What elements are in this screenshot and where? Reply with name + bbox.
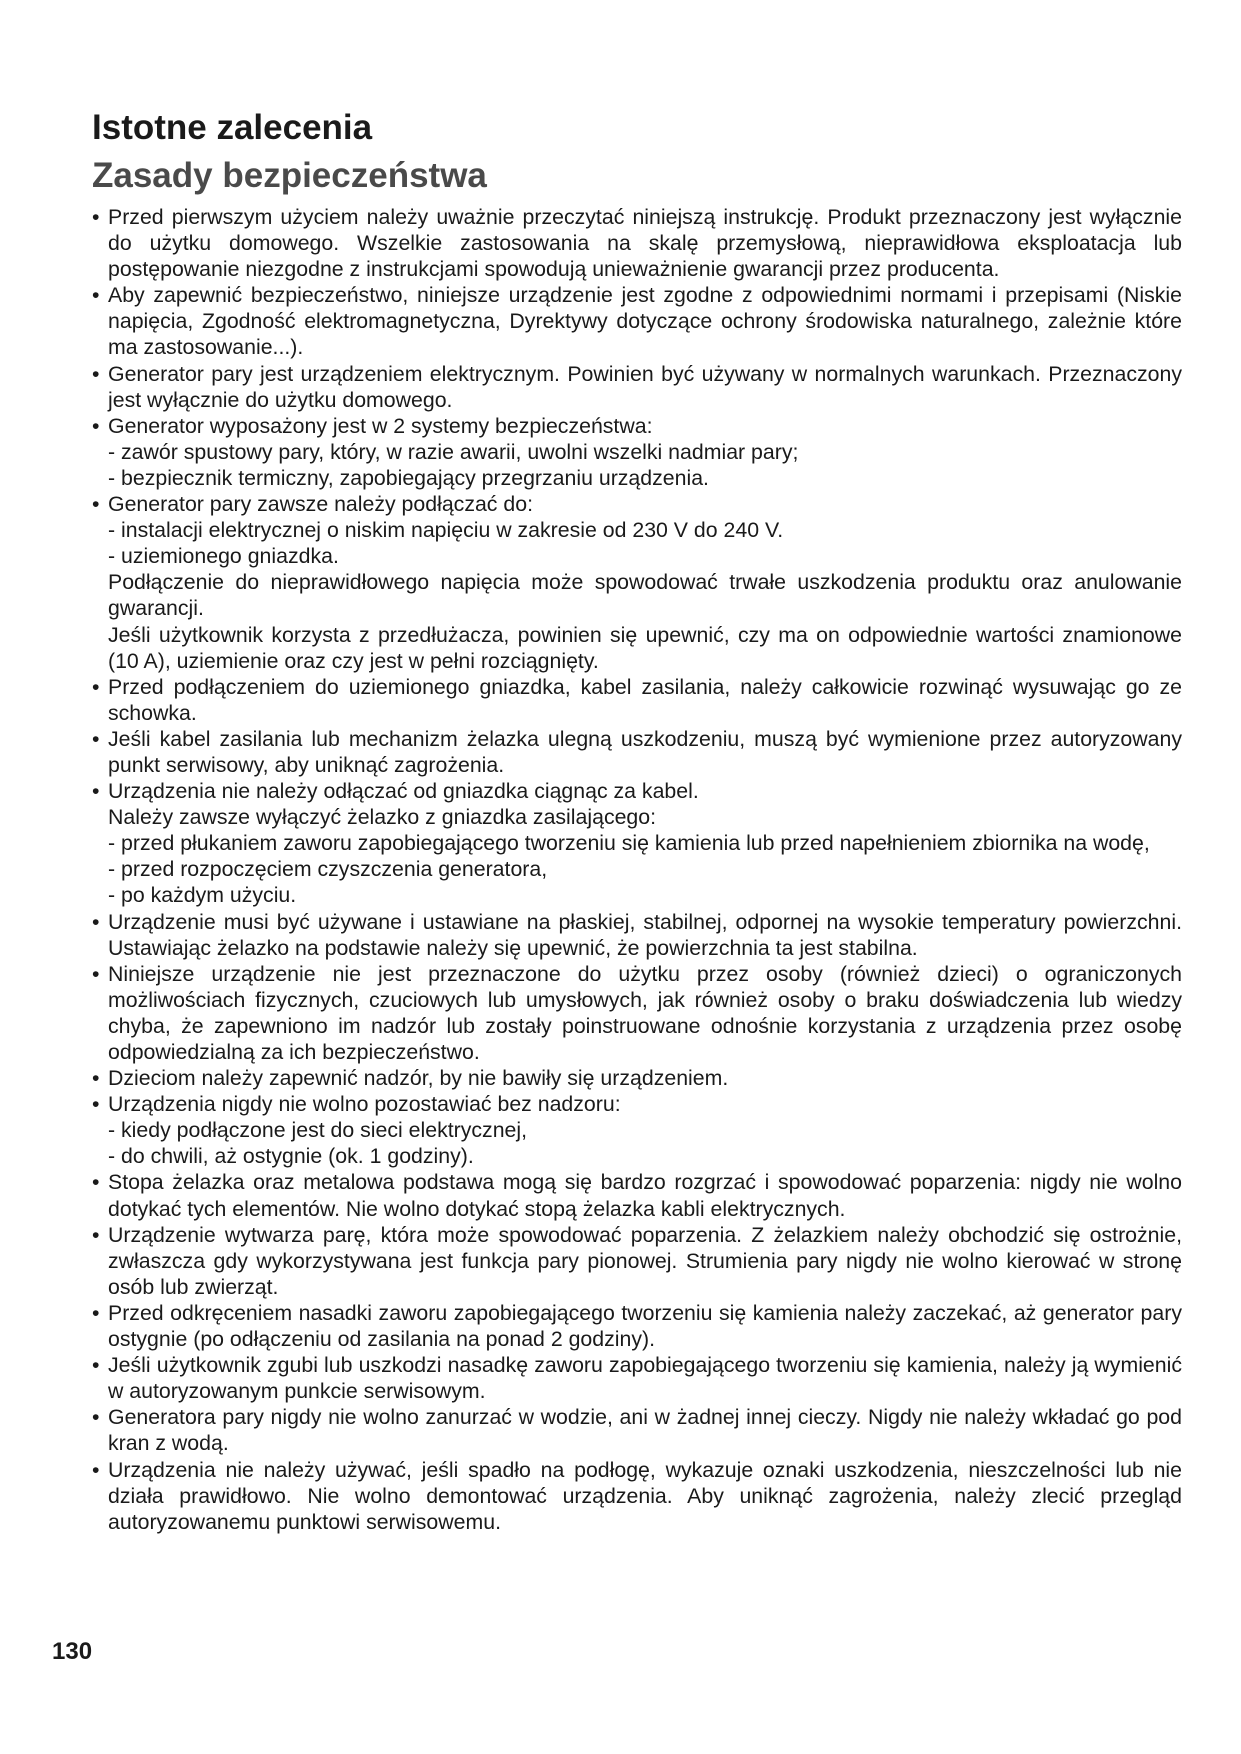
safety-list-item — [92, 674, 1182, 726]
safety-list-item — [92, 1065, 1182, 1091]
safety-list-item-text: • Stopa żelazka oraz metalowa podstawa mogą się bardzo rozgrzać i spowodować poparzenia: nigdy nie wolno dotykać tych elementów. Nie wolno dotykać stopą żelazka kabli elektrycznych. — [108, 1170, 1182, 1221]
safety-list-item-text: • Przed pierwszym użyciem należy uważnie przeczytać niniejszą instrukcję. Produkt przeznaczony jest wyłącznie do użytku domowego. Wszelkie zastosowania na skalę przemysłową, nieprawidłowa eksploatacja lub postępowanie niezgodne z instrukcjami spowodują unieważnienie gwarancji przez producenta. — [108, 205, 1182, 282]
safety-list-item — [92, 909, 1182, 961]
safety-list-item — [92, 726, 1182, 778]
safety-list-item-text: • Jeśli kabel zasilania lub mechanizm żelazka ulegną uszkodzeniu, muszą być wymienione przez autoryzowany punkt serwisowy, aby uniknąć zagrożenia. — [108, 726, 1182, 777]
safety-list-item-text: • Urządzenia nie należy odłączać od gniazdka ciągnąc za kabel. — [108, 779, 699, 804]
safety-list-item-text: - uziemionego gniazdka. — [108, 544, 339, 569]
safety-list-item-text: • Przed podłączeniem do uziemionego gniazdka, kabel zasilania, należy całkowicie rozwinąć wysuwając go ze schowka. — [108, 674, 1182, 725]
safety-list-item — [92, 1169, 1182, 1221]
safety-list-item — [92, 1352, 1182, 1404]
safety-list-item-text: - po każdym użyciu. — [108, 883, 297, 908]
safety-list-item — [92, 282, 1182, 360]
safety-list-item-text: Podłączenie do nieprawidłowego napięcia może spowodować trwałe uszkodzenia produktu oraz anulowanie gwarancji. — [108, 570, 1182, 621]
safety-list-item-text: • Urządzenia nie należy używać, jeśli spadło na podłogę, wykazuje oznaki uszkodzenia, nieszczelności lub nie działa prawidłowo. Nie wolno demontować urządzenia. Aby uniknąć zagrożenia, należy zlecić przegląd autoryzowanemu punktowi serwisowemu. — [108, 1457, 1182, 1534]
document-page — [92, 108, 1182, 1535]
section-title: Zasady bezpieczeństwa — [92, 156, 487, 195]
safety-list-item — [92, 1300, 1182, 1352]
page-title: Istotne zalecenia — [92, 108, 373, 147]
safety-list-item-text: • Aby zapewnić bezpieczeństwo, niniejsze urządzenie jest zgodne z odpowiednimi normami i przepisami (Niskie napięcia, Zgodność elektromagnetyczna, Dyrektywy dotyczące ochrony środowiska naturalnego, zależnie które ma zastosowanie...). — [108, 283, 1182, 360]
safety-list-item-text: - zawór spustowy pary, który, w razie awarii, uwolni wszelki nadmiar pary; — [108, 439, 799, 464]
safety-list-item-text: • Generator wyposażony jest w 2 systemy bezpieczeństwa: — [108, 413, 653, 438]
safety-list-item — [92, 961, 1182, 1065]
safety-list-item-text: - kiedy podłączone jest do sieci elektrycznej, — [108, 1118, 528, 1143]
safety-list-item-text: Jeśli użytkownik korzysta z przedłużacza, powinien się upewnić, czy ma on odpowiednie wartości znamionowe (10 A), uziemienie oraz czy jest w pełni rozciągnięty. — [108, 622, 1182, 673]
safety-list-item-text: • Urządzenie musi być używane i ustawiane na płaskiej, stabilnej, odpornej na wysokie temperatury powierzchni. Ustawiając żelazko na podstawie należy się upewnić, że powierzchnia ta jest stabilna. — [108, 909, 1182, 960]
safety-list-item-text: - do chwili, aż ostygnie (ok. 1 godziny). — [108, 1144, 474, 1169]
safety-list-item-text: • Przed odkręceniem nasadki zaworu zapobiegającego tworzeniu się kamienia należy zaczekać, aż generator pary ostygnie (po odłączeniu od zasilania na ponad 2 godziny). — [108, 1300, 1182, 1352]
safety-list — [92, 204, 1182, 1535]
safety-list-item-text: - instalacji elektrycznej o niskim napięciu w zakresie od 230 V do 240 V. — [108, 518, 784, 543]
safety-list-item — [92, 413, 1182, 491]
safety-list-item-text: • Generator pary zawsze należy podłączać do: — [108, 492, 533, 517]
safety-list-item-text: • Generatora pary nigdy nie wolno zanurzać w wodzie, ani w żadnej innej cieczy. Nigdy nie należy wkładać go pod kran z wodą. — [108, 1405, 1182, 1456]
safety-list-item-text: Należy zawsze wyłączyć żelazko z gniazdka zasilającego: — [108, 805, 657, 830]
safety-list-item-text: • Urządzenia nigdy nie wolno pozostawiać bez nadzoru: — [108, 1092, 621, 1117]
safety-list-item-text: • Urządzenie wytwarza parę, która może spowodować poparzenia. Z żelazkiem należy obchodzić się ostrożnie, zwłaszcza gdy wykorzystywana jest funkcja pary pionowej. Strumienia pary nigdy nie wolno kierować w stronę osób lub zwierząt. — [108, 1222, 1182, 1299]
safety-list-item — [92, 361, 1182, 413]
safety-list-item-text: - przed płukaniem zaworu zapobiegającego tworzeniu się kamienia lub przed napełnieniem zbiornika na wodę, — [108, 831, 1150, 856]
safety-list-item-text: - przed rozpoczęciem czyszczenia generatora, — [108, 857, 548, 882]
safety-list-item — [92, 204, 1182, 282]
safety-list-item — [92, 1457, 1182, 1535]
safety-list-item-text: • Generator pary jest urządzeniem elektrycznym. Powinien być używany w normalnych warunkach. Przeznaczony jest wyłącznie do użytku domowego. — [108, 361, 1182, 412]
safety-list-item-text: • Niniejsze urządzenie nie jest przeznaczone do użytku przez osoby (również dzieci) o ograniczonych możliwościach fizycznych, czuciowych lub umysłowych, jak również osoby o braku doświadczenia lub wiedzy chyba, że zapewniono im nadzór lub zostały poinstruowane odnośnie korzystania z urządzenia przez osobę odpowiedzialną za ich bezpieczeństwo. — [108, 961, 1182, 1064]
safety-list-item — [92, 1404, 1182, 1456]
safety-list-item-text: • Jeśli użytkownik zgubi lub uszkodzi nasadkę zaworu zapobiegającego tworzeniu się kamienia, należy ją wymienić w autoryzowanym punkcie serwisowym. — [108, 1353, 1182, 1404]
safety-list-item — [92, 491, 1182, 674]
page-number: 130 — [52, 1638, 93, 1665]
safety-list-item — [92, 778, 1182, 908]
safety-list-item — [92, 1091, 1182, 1169]
safety-list-item-text: • Dzieciom należy zapewnić nadzór, by nie bawiły się urządzeniem. — [108, 1066, 729, 1091]
safety-list-item — [92, 1222, 1182, 1300]
safety-list-item-text: - bezpiecznik termiczny, zapobiegający przegrzaniu urządzenia. — [108, 465, 709, 490]
